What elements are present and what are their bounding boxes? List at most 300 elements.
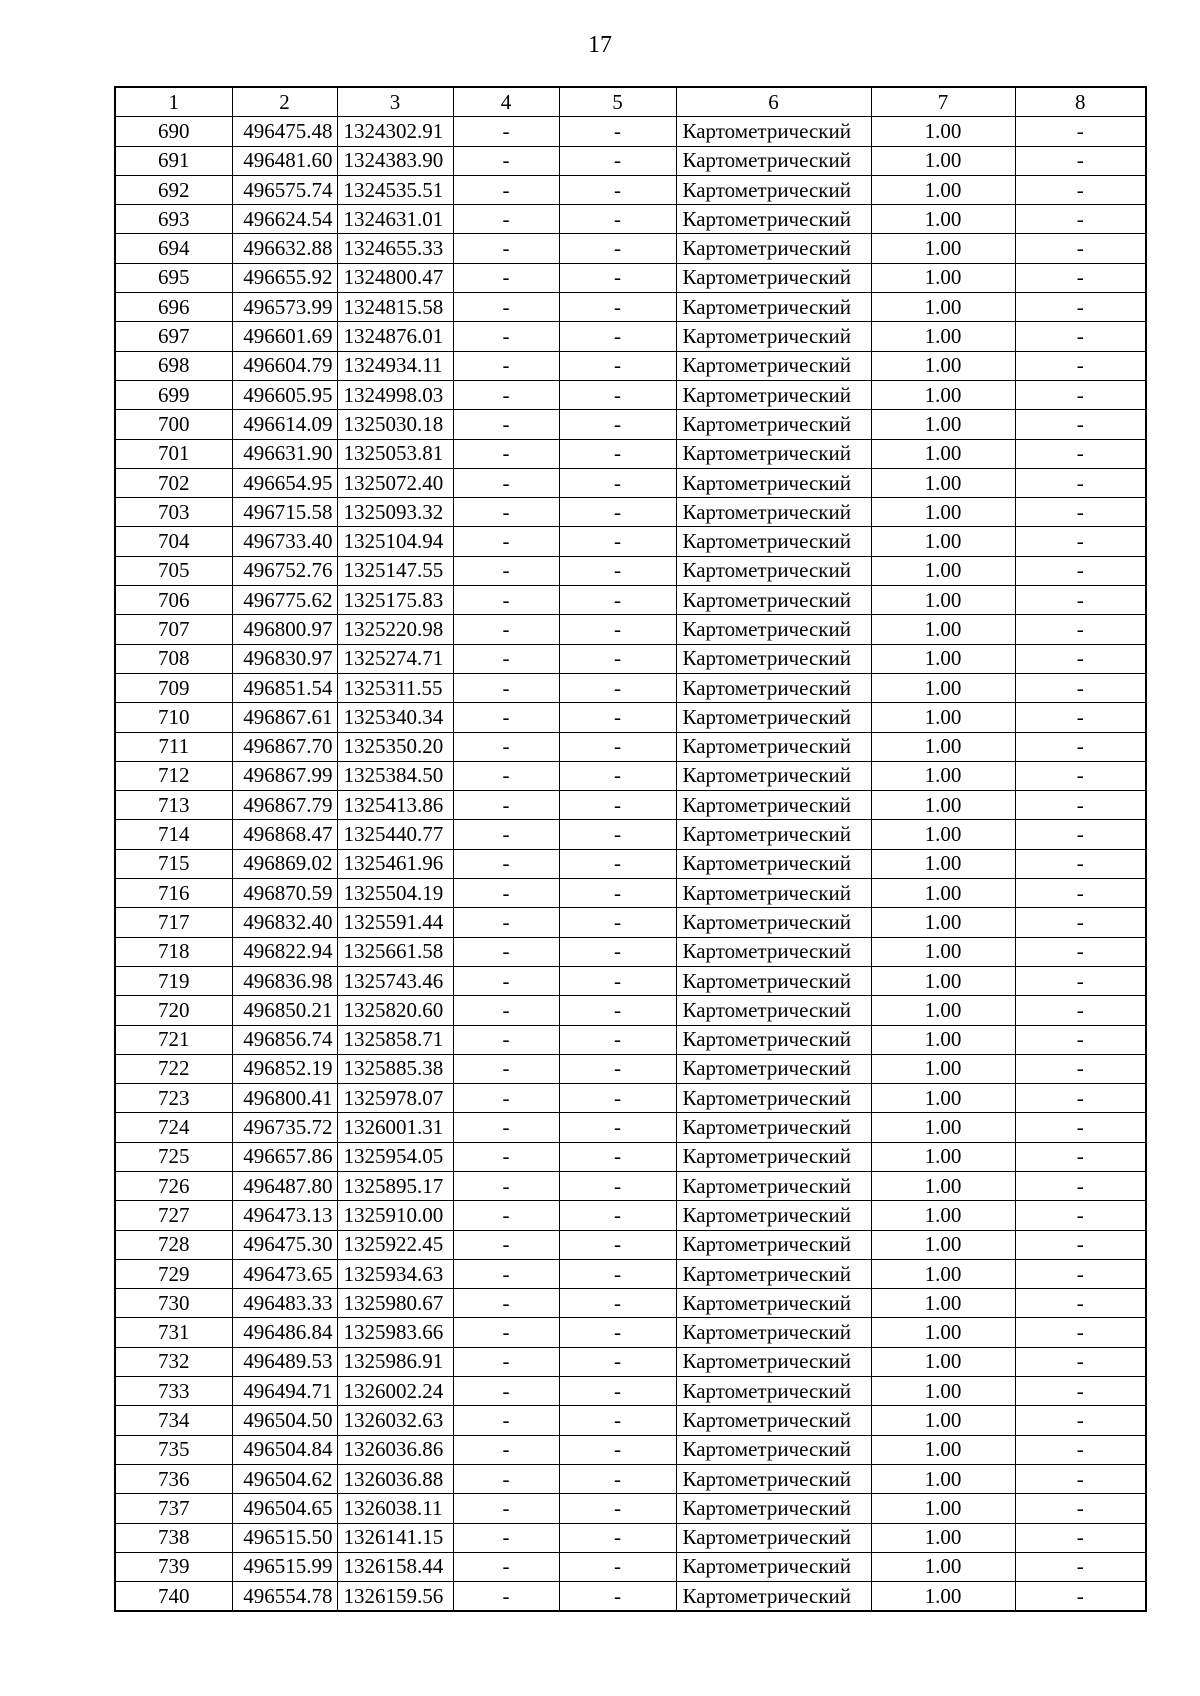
method-cell: Картометрический — [676, 410, 871, 439]
column-4-cell: - — [453, 146, 559, 175]
column-8-cell: - — [1015, 615, 1146, 644]
column-5-cell: - — [559, 351, 676, 380]
accuracy-cell: 1.00 — [871, 498, 1015, 527]
method-cell: Картометрический — [676, 937, 871, 966]
x-coordinate-cell: 496822.94 — [232, 937, 337, 966]
column-4-cell: - — [453, 498, 559, 527]
point-number-cell: 713 — [115, 791, 232, 820]
column-5-cell: - — [559, 556, 676, 585]
method-cell: Картометрический — [676, 761, 871, 790]
y-coordinate-cell: 1324535.51 — [337, 175, 453, 204]
column-4-cell: - — [453, 117, 559, 146]
table-row — [115, 1259, 1146, 1288]
method-cell: Картометрический — [676, 966, 871, 995]
method-cell: Картометрический — [676, 820, 871, 849]
accuracy-cell: 1.00 — [871, 1259, 1015, 1288]
table-row — [115, 234, 1146, 263]
column-5-cell: - — [559, 586, 676, 615]
method-cell: Картометрический — [676, 1084, 871, 1113]
x-coordinate-cell: 496573.99 — [232, 293, 337, 322]
column-5-cell: - — [559, 205, 676, 234]
x-coordinate-cell: 496504.62 — [232, 1464, 337, 1493]
point-number-cell: 729 — [115, 1259, 232, 1288]
column-header: 7 — [871, 87, 1015, 117]
column-4-cell: - — [453, 615, 559, 644]
table-row — [115, 1025, 1146, 1054]
y-coordinate-cell: 1326159.56 — [337, 1582, 453, 1612]
column-header: 6 — [676, 87, 871, 117]
column-4-cell: - — [453, 1435, 559, 1464]
point-number-cell: 710 — [115, 703, 232, 732]
column-4-cell: - — [453, 849, 559, 878]
method-cell: Картометрический — [676, 322, 871, 351]
column-4-cell: - — [453, 263, 559, 292]
table-row — [115, 937, 1146, 966]
point-number-cell: 705 — [115, 556, 232, 585]
table-row — [115, 1084, 1146, 1113]
x-coordinate-cell: 496624.54 — [232, 205, 337, 234]
column-5-cell: - — [559, 673, 676, 702]
y-coordinate-cell: 1324631.01 — [337, 205, 453, 234]
table-row — [115, 966, 1146, 995]
column-4-cell: - — [453, 468, 559, 497]
table-row — [115, 1582, 1146, 1612]
method-cell: Картометрический — [676, 673, 871, 702]
column-4-cell: - — [453, 1464, 559, 1493]
column-4-cell: - — [453, 293, 559, 322]
column-4-cell: - — [453, 732, 559, 761]
column-8-cell: - — [1015, 586, 1146, 615]
y-coordinate-cell: 1324876.01 — [337, 322, 453, 351]
table-row — [115, 879, 1146, 908]
table-row — [115, 996, 1146, 1025]
column-4-cell: - — [453, 879, 559, 908]
method-cell: Картометрический — [676, 1054, 871, 1083]
column-5-cell: - — [559, 1230, 676, 1259]
table-row — [115, 1054, 1146, 1083]
y-coordinate-cell: 1324302.91 — [337, 117, 453, 146]
column-4-cell: - — [453, 1171, 559, 1200]
accuracy-cell: 1.00 — [871, 1113, 1015, 1142]
method-cell: Картометрический — [676, 263, 871, 292]
y-coordinate-cell: 1325820.60 — [337, 996, 453, 1025]
column-8-cell: - — [1015, 1084, 1146, 1113]
column-5-cell: - — [559, 1259, 676, 1288]
column-8-cell: - — [1015, 732, 1146, 761]
column-5-cell: - — [559, 1377, 676, 1406]
point-number-cell: 737 — [115, 1494, 232, 1523]
column-5-cell: - — [559, 849, 676, 878]
y-coordinate-cell: 1325743.46 — [337, 966, 453, 995]
method-cell: Картометрический — [676, 439, 871, 468]
method-cell: Картометрический — [676, 644, 871, 673]
column-8-cell: - — [1015, 263, 1146, 292]
column-5-cell: - — [559, 820, 676, 849]
y-coordinate-cell: 1325885.38 — [337, 1054, 453, 1083]
column-4-cell: - — [453, 820, 559, 849]
column-8-cell: - — [1015, 410, 1146, 439]
x-coordinate-cell: 496800.97 — [232, 615, 337, 644]
table-row — [115, 791, 1146, 820]
method-cell: Картометрический — [676, 1523, 871, 1552]
column-8-cell: - — [1015, 1230, 1146, 1259]
x-coordinate-cell: 496752.76 — [232, 556, 337, 585]
column-5-cell: - — [559, 908, 676, 937]
column-8-cell: - — [1015, 1377, 1146, 1406]
y-coordinate-cell: 1325413.86 — [337, 791, 453, 820]
accuracy-cell: 1.00 — [871, 175, 1015, 204]
table-row — [115, 703, 1146, 732]
y-coordinate-cell: 1325104.94 — [337, 527, 453, 556]
x-coordinate-cell: 496655.92 — [232, 263, 337, 292]
column-8-cell: - — [1015, 1582, 1146, 1612]
x-coordinate-cell: 496870.59 — [232, 879, 337, 908]
accuracy-cell: 1.00 — [871, 468, 1015, 497]
accuracy-cell: 1.00 — [871, 996, 1015, 1025]
method-cell: Картометрический — [676, 1259, 871, 1288]
x-coordinate-cell: 496735.72 — [232, 1113, 337, 1142]
method-cell: Картометрический — [676, 527, 871, 556]
method-cell: Картометрический — [676, 175, 871, 204]
column-4-cell: - — [453, 1084, 559, 1113]
y-coordinate-cell: 1325922.45 — [337, 1230, 453, 1259]
y-coordinate-cell: 1325175.83 — [337, 586, 453, 615]
column-5-cell: - — [559, 1025, 676, 1054]
table-row — [115, 1464, 1146, 1493]
accuracy-cell: 1.00 — [871, 410, 1015, 439]
column-4-cell: - — [453, 1552, 559, 1581]
y-coordinate-cell: 1326036.88 — [337, 1464, 453, 1493]
column-4-cell: - — [453, 1113, 559, 1142]
x-coordinate-cell: 496515.50 — [232, 1523, 337, 1552]
column-4-cell: - — [453, 234, 559, 263]
table-row — [115, 615, 1146, 644]
x-coordinate-cell: 496632.88 — [232, 234, 337, 263]
point-number-cell: 706 — [115, 586, 232, 615]
column-4-cell: - — [453, 1142, 559, 1171]
table-row — [115, 1347, 1146, 1376]
column-5-cell: - — [559, 1494, 676, 1523]
column-8-cell: - — [1015, 644, 1146, 673]
x-coordinate-cell: 496775.62 — [232, 586, 337, 615]
x-coordinate-cell: 496486.84 — [232, 1318, 337, 1347]
point-number-cell: 707 — [115, 615, 232, 644]
column-header: 4 — [453, 87, 559, 117]
point-number-cell: 724 — [115, 1113, 232, 1142]
method-cell: Картометрический — [676, 1347, 871, 1376]
column-5-cell: - — [559, 380, 676, 409]
x-coordinate-cell: 496800.41 — [232, 1084, 337, 1113]
point-number-cell: 696 — [115, 293, 232, 322]
column-8-cell: - — [1015, 1201, 1146, 1230]
y-coordinate-cell: 1325986.91 — [337, 1347, 453, 1376]
column-4-cell: - — [453, 1494, 559, 1523]
table-row — [115, 673, 1146, 702]
accuracy-cell: 1.00 — [871, 703, 1015, 732]
y-coordinate-cell: 1325274.71 — [337, 644, 453, 673]
column-4-cell: - — [453, 410, 559, 439]
column-4-cell: - — [453, 586, 559, 615]
point-number-cell: 691 — [115, 146, 232, 175]
y-coordinate-cell: 1324800.47 — [337, 263, 453, 292]
column-5-cell: - — [559, 1464, 676, 1493]
column-4-cell: - — [453, 1054, 559, 1083]
column-4-cell: - — [453, 703, 559, 732]
method-cell: Картометрический — [676, 732, 871, 761]
table-row — [115, 849, 1146, 878]
point-number-cell: 704 — [115, 527, 232, 556]
table-row — [115, 1171, 1146, 1200]
column-4-cell: - — [453, 1259, 559, 1288]
accuracy-cell: 1.00 — [871, 263, 1015, 292]
point-number-cell: 694 — [115, 234, 232, 263]
point-number-cell: 721 — [115, 1025, 232, 1054]
table-row — [115, 1523, 1146, 1552]
column-4-cell: - — [453, 1406, 559, 1435]
column-5-cell: - — [559, 791, 676, 820]
x-coordinate-cell: 496868.47 — [232, 820, 337, 849]
table-row — [115, 205, 1146, 234]
accuracy-cell: 1.00 — [871, 732, 1015, 761]
x-coordinate-cell: 496867.70 — [232, 732, 337, 761]
point-number-cell: 703 — [115, 498, 232, 527]
point-number-cell: 739 — [115, 1552, 232, 1581]
table-row — [115, 644, 1146, 673]
x-coordinate-cell: 496867.61 — [232, 703, 337, 732]
table-row — [115, 1318, 1146, 1347]
column-8-cell: - — [1015, 1435, 1146, 1464]
table-row — [115, 1552, 1146, 1581]
column-4-cell: - — [453, 205, 559, 234]
accuracy-cell: 1.00 — [871, 1406, 1015, 1435]
method-cell: Картометрический — [676, 1025, 871, 1054]
method-cell: Картометрический — [676, 615, 871, 644]
column-4-cell: - — [453, 556, 559, 585]
column-4-cell: - — [453, 1523, 559, 1552]
point-number-cell: 738 — [115, 1523, 232, 1552]
accuracy-cell: 1.00 — [871, 1523, 1015, 1552]
point-number-cell: 726 — [115, 1171, 232, 1200]
column-8-cell: - — [1015, 1025, 1146, 1054]
accuracy-cell: 1.00 — [871, 820, 1015, 849]
x-coordinate-cell: 496489.53 — [232, 1347, 337, 1376]
accuracy-cell: 1.00 — [871, 234, 1015, 263]
column-header: 2 — [232, 87, 337, 117]
point-number-cell: 719 — [115, 966, 232, 995]
column-8-cell: - — [1015, 1289, 1146, 1318]
point-number-cell: 715 — [115, 849, 232, 878]
point-number-cell: 697 — [115, 322, 232, 351]
accuracy-cell: 1.00 — [871, 351, 1015, 380]
x-coordinate-cell: 496504.84 — [232, 1435, 337, 1464]
column-5-cell: - — [559, 1552, 676, 1581]
accuracy-cell: 1.00 — [871, 556, 1015, 585]
table-row — [115, 293, 1146, 322]
table-row — [115, 732, 1146, 761]
y-coordinate-cell: 1325910.00 — [337, 1201, 453, 1230]
x-coordinate-cell: 496867.79 — [232, 791, 337, 820]
method-cell: Картометрический — [676, 1464, 871, 1493]
x-coordinate-cell: 496715.58 — [232, 498, 337, 527]
column-4-cell: - — [453, 908, 559, 937]
y-coordinate-cell: 1324383.90 — [337, 146, 453, 175]
point-number-cell: 733 — [115, 1377, 232, 1406]
table-row — [115, 820, 1146, 849]
table-row — [115, 117, 1146, 146]
point-number-cell: 740 — [115, 1582, 232, 1612]
method-cell: Картометрический — [676, 351, 871, 380]
y-coordinate-cell: 1325661.58 — [337, 937, 453, 966]
column-4-cell: - — [453, 527, 559, 556]
y-coordinate-cell: 1325895.17 — [337, 1171, 453, 1200]
column-5-cell: - — [559, 996, 676, 1025]
y-coordinate-cell: 1325980.67 — [337, 1289, 453, 1318]
column-5-cell: - — [559, 1084, 676, 1113]
x-coordinate-cell: 496850.21 — [232, 996, 337, 1025]
method-cell: Картометрический — [676, 556, 871, 585]
table-row — [115, 380, 1146, 409]
y-coordinate-cell: 1325384.50 — [337, 761, 453, 790]
accuracy-cell: 1.00 — [871, 615, 1015, 644]
column-5-cell: - — [559, 1523, 676, 1552]
x-coordinate-cell: 496869.02 — [232, 849, 337, 878]
x-coordinate-cell: 496614.09 — [232, 410, 337, 439]
point-number-cell: 717 — [115, 908, 232, 937]
column-8-cell: - — [1015, 380, 1146, 409]
y-coordinate-cell: 1326032.63 — [337, 1406, 453, 1435]
accuracy-cell: 1.00 — [871, 146, 1015, 175]
accuracy-cell: 1.00 — [871, 791, 1015, 820]
column-5-cell: - — [559, 1406, 676, 1435]
column-4-cell: - — [453, 791, 559, 820]
point-number-cell: 698 — [115, 351, 232, 380]
column-5-cell: - — [559, 263, 676, 292]
x-coordinate-cell: 496475.30 — [232, 1230, 337, 1259]
table-body — [115, 117, 1146, 1612]
x-coordinate-cell: 496473.13 — [232, 1201, 337, 1230]
column-5-cell: - — [559, 644, 676, 673]
method-cell: Картометрический — [676, 468, 871, 497]
x-coordinate-cell: 496601.69 — [232, 322, 337, 351]
column-5-cell: - — [559, 1171, 676, 1200]
x-coordinate-cell: 496856.74 — [232, 1025, 337, 1054]
column-5-cell: - — [559, 410, 676, 439]
accuracy-cell: 1.00 — [871, 1494, 1015, 1523]
point-number-cell: 690 — [115, 117, 232, 146]
column-8-cell: - — [1015, 1142, 1146, 1171]
column-4-cell: - — [453, 1377, 559, 1406]
y-coordinate-cell: 1325311.55 — [337, 673, 453, 702]
accuracy-cell: 1.00 — [871, 117, 1015, 146]
accuracy-cell: 1.00 — [871, 205, 1015, 234]
column-4-cell: - — [453, 1347, 559, 1376]
table-row — [115, 1289, 1146, 1318]
accuracy-cell: 1.00 — [871, 879, 1015, 908]
column-8-cell: - — [1015, 351, 1146, 380]
column-4-cell: - — [453, 966, 559, 995]
y-coordinate-cell: 1325461.96 — [337, 849, 453, 878]
method-cell: Картометрический — [676, 1435, 871, 1464]
column-4-cell: - — [453, 644, 559, 673]
point-number-cell: 693 — [115, 205, 232, 234]
column-8-cell: - — [1015, 908, 1146, 937]
table-row — [115, 1230, 1146, 1259]
column-5-cell: - — [559, 966, 676, 995]
point-number-cell: 708 — [115, 644, 232, 673]
column-5-cell: - — [559, 1582, 676, 1612]
y-coordinate-cell: 1325072.40 — [337, 468, 453, 497]
accuracy-cell: 1.00 — [871, 1435, 1015, 1464]
method-cell: Картометрический — [676, 1113, 871, 1142]
method-cell: Картометрический — [676, 498, 871, 527]
point-number-cell: 736 — [115, 1464, 232, 1493]
point-number-cell: 692 — [115, 175, 232, 204]
x-coordinate-cell: 496605.95 — [232, 380, 337, 409]
coordinates-table — [114, 86, 1147, 1612]
method-cell: Картометрический — [676, 293, 871, 322]
point-number-cell: 709 — [115, 673, 232, 702]
point-number-cell: 725 — [115, 1142, 232, 1171]
accuracy-cell: 1.00 — [871, 1464, 1015, 1493]
column-8-cell: - — [1015, 1171, 1146, 1200]
column-8-cell: - — [1015, 761, 1146, 790]
method-cell: Картометрический — [676, 1552, 871, 1581]
column-header: 1 — [115, 87, 232, 117]
y-coordinate-cell: 1325220.98 — [337, 615, 453, 644]
column-8-cell: - — [1015, 1494, 1146, 1523]
column-4-cell: - — [453, 1318, 559, 1347]
column-8-cell: - — [1015, 1259, 1146, 1288]
table-row — [115, 1494, 1146, 1523]
method-cell: Картометрический — [676, 849, 871, 878]
accuracy-cell: 1.00 — [871, 1582, 1015, 1612]
table-row — [115, 175, 1146, 204]
y-coordinate-cell: 1325053.81 — [337, 439, 453, 468]
method-cell: Картометрический — [676, 1406, 871, 1435]
column-5-cell: - — [559, 1142, 676, 1171]
x-coordinate-cell: 496852.19 — [232, 1054, 337, 1083]
column-5-cell: - — [559, 761, 676, 790]
column-5-cell: - — [559, 879, 676, 908]
column-8-cell: - — [1015, 205, 1146, 234]
table-row — [115, 527, 1146, 556]
column-4-cell: - — [453, 996, 559, 1025]
x-coordinate-cell: 496830.97 — [232, 644, 337, 673]
column-5-cell: - — [559, 1054, 676, 1083]
table-row — [115, 146, 1146, 175]
table-row — [115, 1406, 1146, 1435]
method-cell: Картометрический — [676, 1318, 871, 1347]
column-header: 5 — [559, 87, 676, 117]
column-5-cell: - — [559, 1113, 676, 1142]
accuracy-cell: 1.00 — [871, 439, 1015, 468]
y-coordinate-cell: 1326036.86 — [337, 1435, 453, 1464]
table-row — [115, 1377, 1146, 1406]
table-row — [115, 761, 1146, 790]
table-row — [115, 263, 1146, 292]
method-cell: Картометрический — [676, 146, 871, 175]
y-coordinate-cell: 1325350.20 — [337, 732, 453, 761]
column-8-cell: - — [1015, 293, 1146, 322]
column-8-cell: - — [1015, 1054, 1146, 1083]
y-coordinate-cell: 1325440.77 — [337, 820, 453, 849]
column-8-cell: - — [1015, 1552, 1146, 1581]
column-5-cell: - — [559, 732, 676, 761]
column-4-cell: - — [453, 937, 559, 966]
column-5-cell: - — [559, 498, 676, 527]
method-cell: Картометрический — [676, 1230, 871, 1259]
x-coordinate-cell: 496867.99 — [232, 761, 337, 790]
